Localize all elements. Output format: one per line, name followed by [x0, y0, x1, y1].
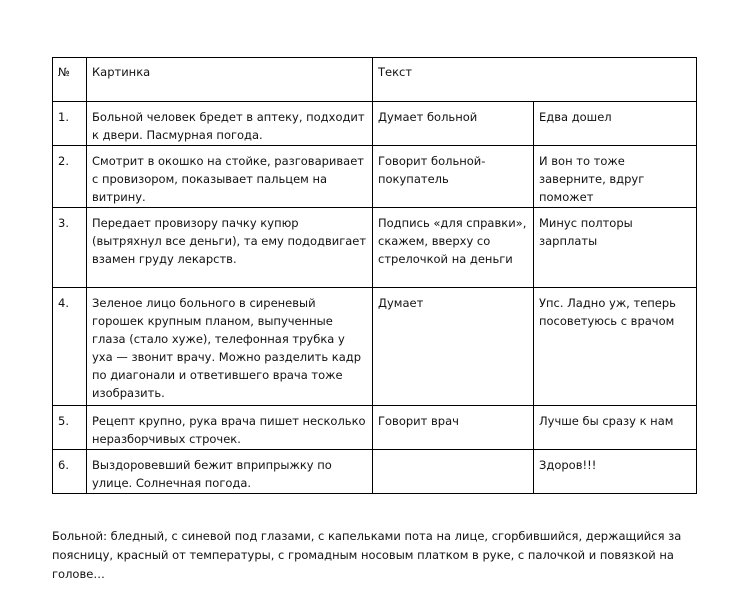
- row-text: Минус полторы зарплаты: [534, 208, 697, 288]
- row-number: 4.: [53, 288, 87, 406]
- table-row: [53, 406, 697, 450]
- table-row: [53, 146, 697, 208]
- header-number: №: [53, 58, 87, 102]
- row-caption: Подпись «для справки», скажем, вверху со стрелочкой на деньги: [373, 208, 534, 288]
- row-caption: Думает: [373, 288, 534, 406]
- row-text: Лучше бы сразу к нам: [534, 406, 697, 450]
- row-picture: Передает провизору пачку купюр (вытряхнул все деньги), та ему пододвигает взамен груду лекарств.: [87, 208, 373, 288]
- row-text: И вон то тоже заверните, вдруг поможет: [534, 146, 697, 208]
- header-picture: Картинка: [87, 58, 373, 102]
- row-caption: Говорит больной-покупатель: [373, 146, 534, 208]
- row-caption: [373, 450, 534, 494]
- row-caption: Думает больной: [373, 102, 534, 146]
- table-row: [53, 102, 697, 146]
- table-row: [53, 450, 697, 494]
- row-picture: Смотрит в окошко на стойке, разговаривает с провизором, показывает пальцем на витрину.: [87, 146, 373, 208]
- row-number: 2.: [53, 146, 87, 208]
- row-number: 5.: [53, 406, 87, 450]
- row-number: 6.: [53, 450, 87, 494]
- row-text: Здоров!!!: [534, 450, 697, 494]
- row-text: Упс. Ладно уж, теперь посоветуюсь с врачом: [534, 288, 697, 406]
- storyboard-table: [52, 57, 697, 494]
- table-header-row: [53, 58, 697, 102]
- table-row: [53, 288, 697, 406]
- row-number: 1.: [53, 102, 87, 146]
- character-note: Больной: бледный, с синевой под глазами, с капельками пота на лице, сгорбившийся, держащийся за поясницу, красный от температуры, с громадным носовым платком в руке, с палочкой и повязкой на голове…: [52, 529, 682, 581]
- row-picture: Больной человек бредет в аптеку, подходит к двери. Пасмурная погода.: [87, 102, 373, 146]
- row-picture: Рецепт крупно, рука врача пишет несколько неразборчивых строчек.: [87, 406, 373, 450]
- row-text: Едва дошел: [534, 102, 697, 146]
- row-picture: Зеленое лицо больного в сиреневый горошек крупным планом, выпученные глаза (стало хуже), телефонная трубка у уха — звонит врачу. Можно разделить кадр по диагонали и ответившего врача тоже изобразить.: [87, 288, 373, 406]
- row-number: 3.: [53, 208, 87, 288]
- row-picture: Выздоровевший бежит вприпрыжку по улице. Солнечная погода.: [87, 450, 373, 494]
- row-caption: Говорит врач: [373, 406, 534, 450]
- table-row: [53, 208, 697, 288]
- header-text: Текст: [373, 58, 697, 102]
